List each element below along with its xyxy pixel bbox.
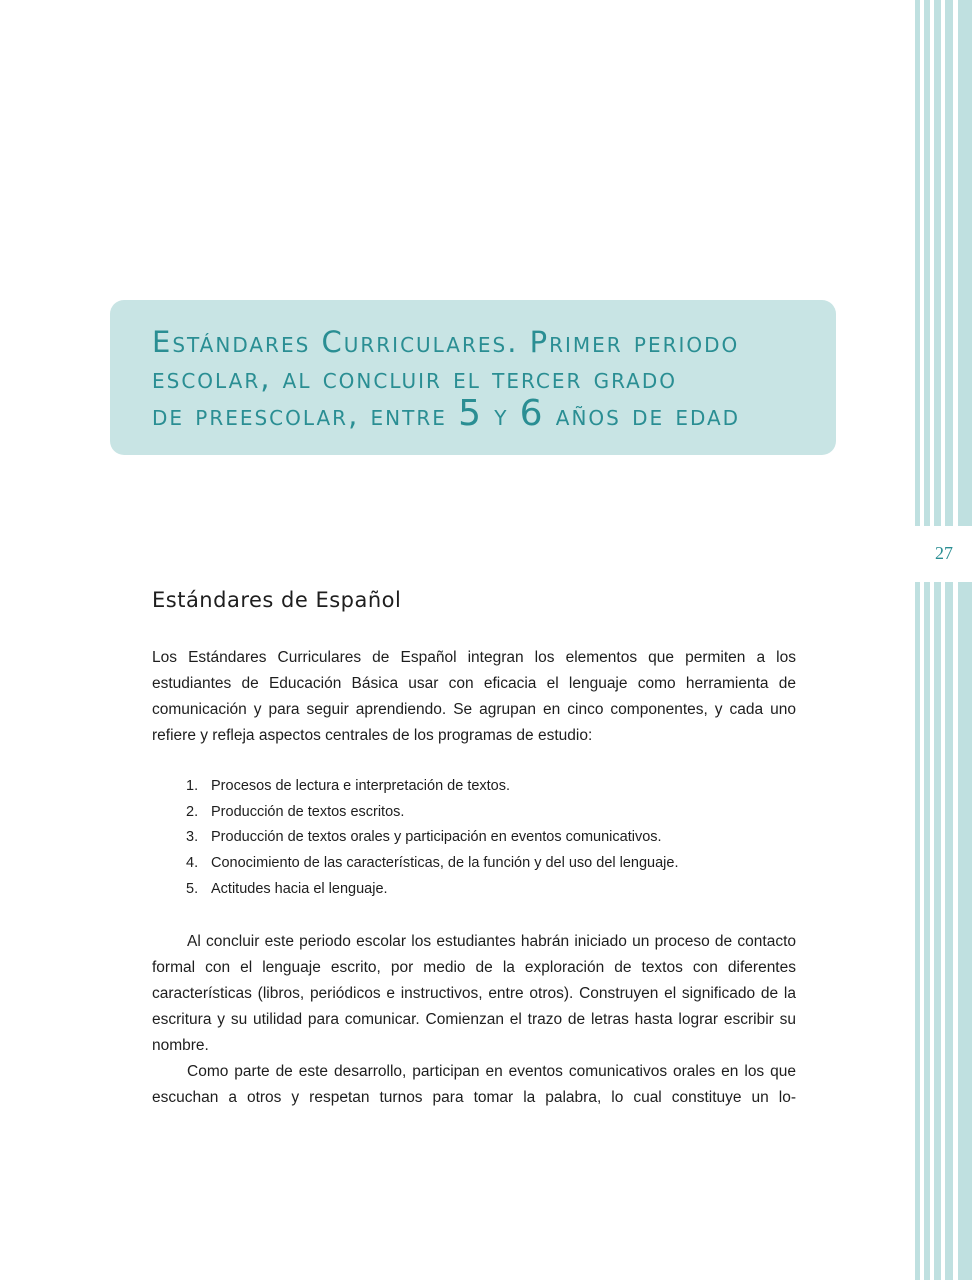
margin-stripe	[924, 0, 930, 1280]
list-item-number: 5.	[186, 880, 199, 897]
list-item-text: Procesos de lectura e interpretación de textos.	[211, 778, 511, 794]
body-paragraph: Al concluir este periodo escolar los estudiantes habrán iniciado un proceso de contacto formal con el lenguaje escrito, por medio de la exploración de textos con diferentes características (libros, periódicos e instructivos, entre otros). Construyen el significado de la escritura y su utilidad para comunicar. Comienzan el trazo de letras hasta lograr escribir su nombre.	[152, 933, 796, 1054]
chapter-title-line: Estándares Curriculares. Primer periodo	[152, 325, 740, 359]
margin-stripe	[934, 0, 941, 1280]
list-item	[186, 877, 679, 903]
chapter-title-box	[110, 300, 836, 455]
page-number: 27	[935, 543, 953, 563]
list-item	[186, 825, 679, 851]
margin-stripe	[915, 0, 920, 1280]
list-item-text: Producción de textos orales y participación en eventos comunicativos.	[211, 829, 662, 846]
list-item	[186, 800, 679, 826]
body-paragraph: Como parte de este desarrollo, participan en eventos comunicativos orales en los que escuchan a otros y respetan turnos para tomar la palabra, lo cual constituye un lo-	[152, 1063, 796, 1106]
list-item-text: Actitudes hacia el lenguaje.	[211, 880, 388, 897]
list-item-number: 4.	[186, 855, 199, 872]
list-item-text: Producción de textos escritos.	[211, 803, 405, 820]
list-item	[186, 851, 679, 877]
margin-stripe	[945, 0, 953, 1280]
list-item-number: 3.	[186, 829, 199, 846]
components-list	[186, 774, 679, 903]
list-item-text: Conocimiento de las características, de la función y del uso del lenguaje.	[211, 855, 679, 872]
section-heading: Estándares de Español	[152, 588, 402, 612]
chapter-title-line: de preescolar, entre 5 y 6 años de edad	[152, 393, 741, 434]
intro-paragraph: Los Estándares Curriculares de Español integran los elementos que permiten a los estudiantes de Educación Básica usar con eficacia el lenguaje como herramienta de comunicación y para seguir aprendiendo. Se agrupan en cinco componentes, y cada uno refiere y refleja aspectos centrales de los programas de estudio:	[152, 649, 796, 744]
list-item-number: 1.	[186, 778, 199, 794]
list-item-number: 2.	[186, 803, 199, 820]
list-item	[186, 774, 679, 800]
margin-stripe	[958, 0, 972, 1280]
chapter-title-line: escolar, al concluir el tercer grado	[152, 361, 678, 395]
